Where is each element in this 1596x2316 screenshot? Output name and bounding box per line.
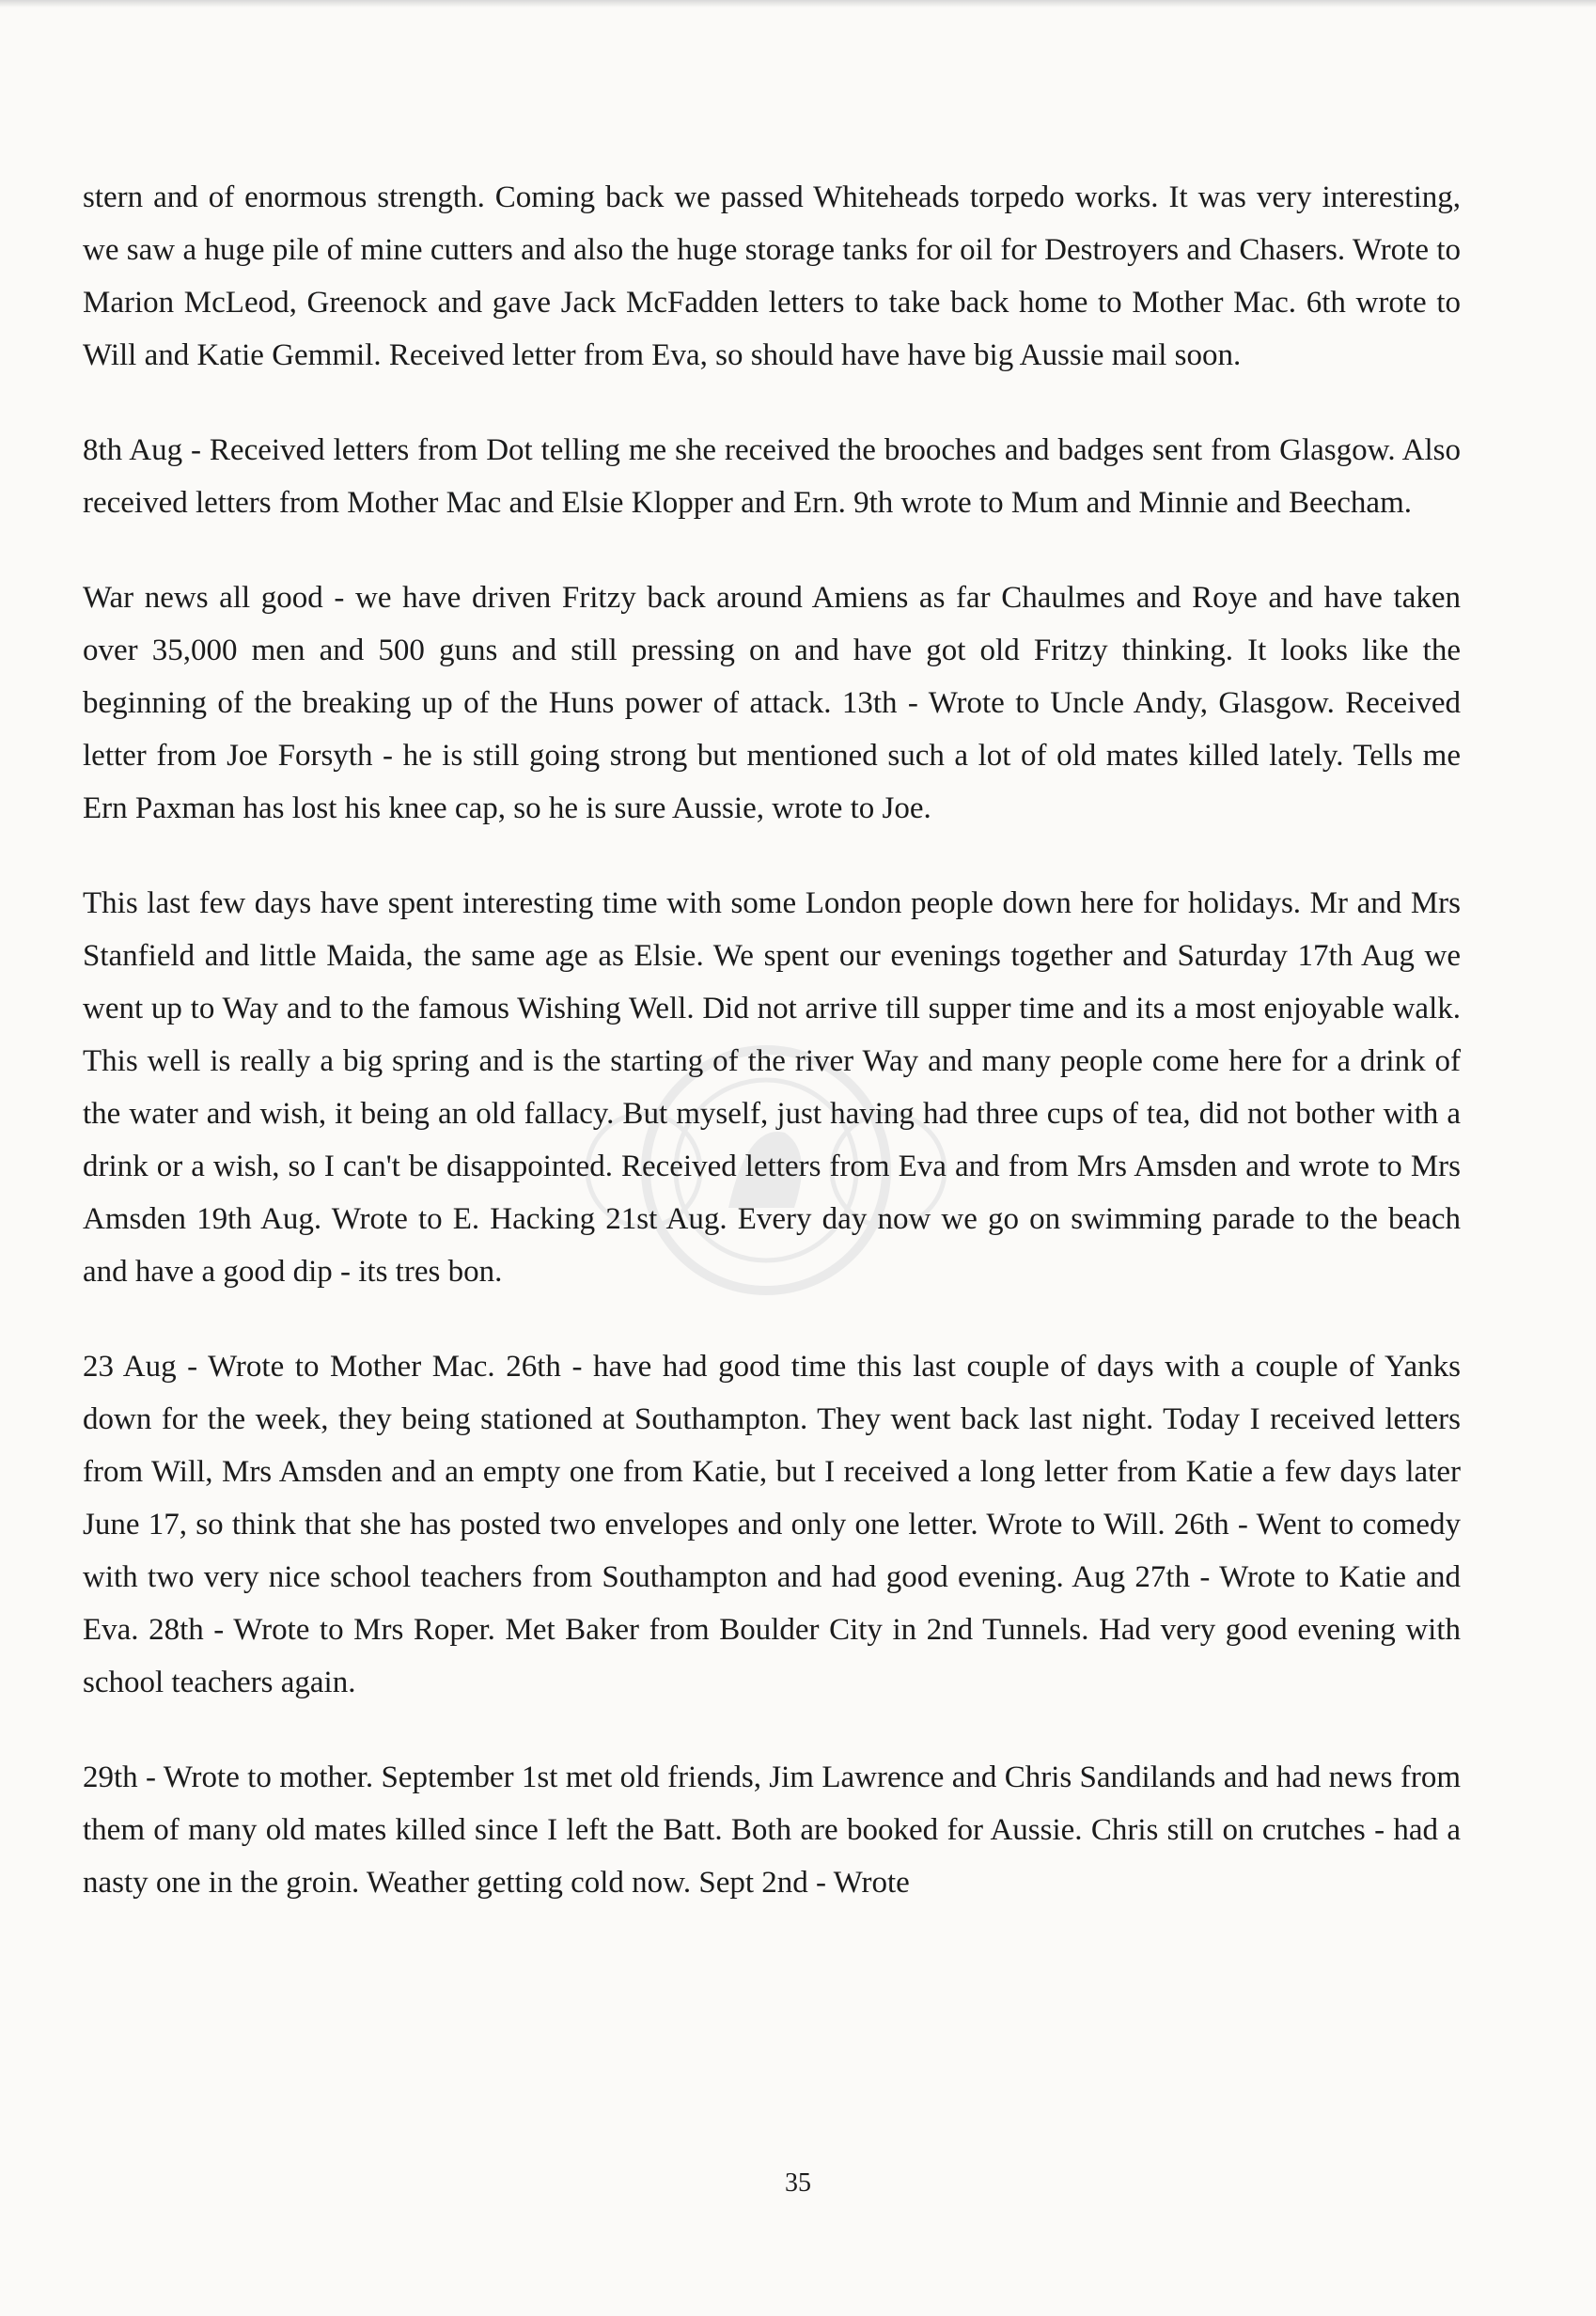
page-number: 35	[785, 2168, 811, 2198]
paragraph-3: War news all good - we have driven Fritzy back around Amiens as far Chaulmes and Roye and have taken over 35,000 men and 500 guns and still pressing on and have got old Fritzy thinking. It looks like the beginning of the breaking up of the Huns power of attack. 13th - Wrote to Uncle Andy, Glasgow. Received letter from Joe Forsyth - he is still going strong but mentioned such a lot of old mates killed lately. Tells me Ern Paxman has lost his knee cap, so he is sure Aussie, wrote to Joe.	[83, 581, 1461, 825]
memoir-page	[83, 171, 1461, 1951]
paragraph-6: 29th - Wrote to mother. September 1st met old friends, Jim Lawrence and Chris Sandilands and had news from them of many old mates killed since I left the Batt. Both are booked for Aussie. Chris still on crutches - had a nasty one in the groin. Weather getting cold now. Sept 2nd - Wrote	[83, 1760, 1461, 1900]
paragraph-2: 8th Aug - Received letters from Dot telling me she received the brooches and badges sent from Glasgow. Also received letters from Mother Mac and Elsie Klopper and Ern. 9th wrote to Mum and Minnie and Beecham.	[83, 433, 1461, 520]
scan-top-edge	[0, 0, 1596, 8]
paragraph-5: 23 Aug - Wrote to Mother Mac. 26th - have had good time this last couple of days with a couple of Yanks down for the week, they being stationed at Southampton. They went back last night. Today I received letters from Will, Mrs Amsden and an empty one from Katie, but I received a long letter from Katie a few days later June 17, so think that she has posted two envelopes and only one letter. Wrote to Will. 26th - Went to comedy with two very nice school teachers from Southampton and had good evening. Aug 27th - Wrote to Katie and Eva. 28th - Wrote to Mrs Roper. Met Baker from Boulder City in 2nd Tunnels. Had very good evening with school teachers again.	[83, 1350, 1461, 1699]
paragraph-1: stern and of enormous strength. Coming back we passed Whiteheads torpedo works. It was very interesting, we saw a huge pile of mine cutters and also the huge storage tanks for oil for Destroyers and Chasers. Wrote to Marion McLeod, Greenock and gave Jack McFadden letters to take back home to Mother Mac. 6th wrote to Will and Katie Gemmil. Received letter from Eva, so should have have big Aussie mail soon.	[83, 180, 1461, 372]
paragraph-4: This last few days have spent interesting time with some London people down here for holidays. Mr and Mrs Stanfield and little Maida, the same age as Elsie. We spent our evenings together and Saturday 17th Aug we went up to Way and to the famous Wishing Well. Did not arrive till supper time and its a most enjoyable walk. This well is really a big spring and is the starting of the river Way and many people come here for a drink of the water and wish, it being an old fallacy. But myself, just having had three cups of tea, did not bother with a drink or a wish, so I can't be disappointed. Received letters from Eva and from Mrs Amsden and wrote to Mrs Amsden 19th Aug. Wrote to E. Hacking 21st Aug. Every day now we go on swimming parade to the beach and have a good dip - its tres bon.	[83, 886, 1461, 1289]
